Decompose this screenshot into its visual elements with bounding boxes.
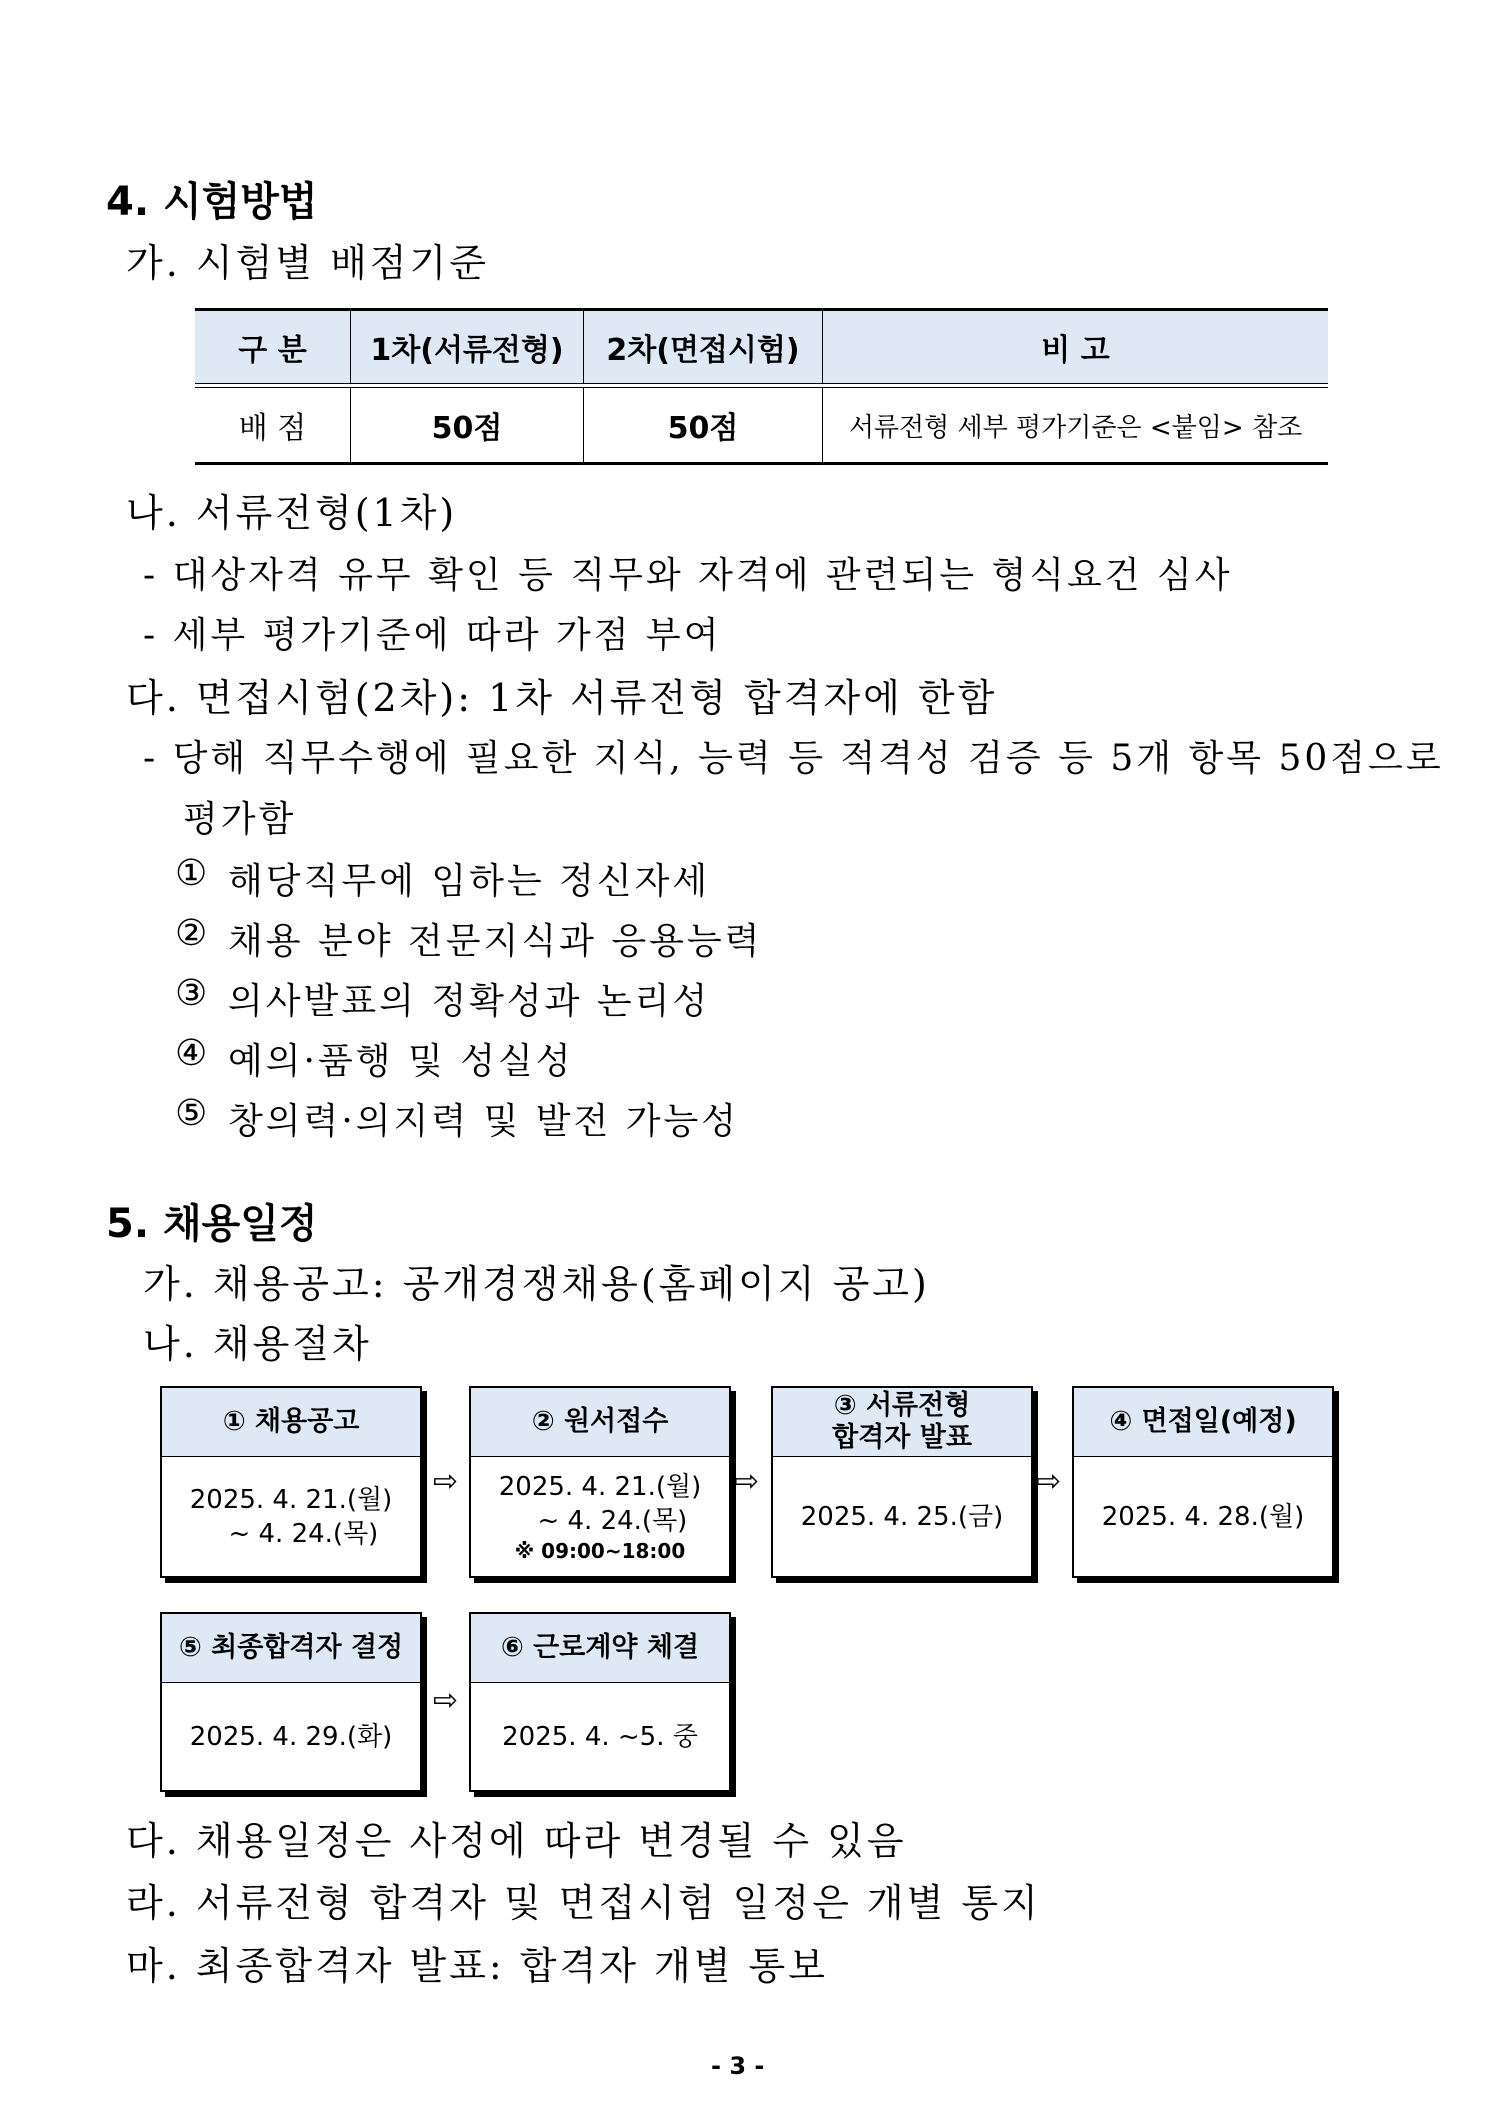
table-header-category: 구 분 [195,310,351,384]
interview-item-line2: 평가함 [183,799,297,840]
table-cell-stage1-score: 50점 [351,388,584,464]
subsection-da-interview: 다. 면접시험(2차): 1차 서류전형 합격자에 한함 [126,676,998,720]
step-note-2: ※ 09:00~18:00 [514,1538,686,1563]
arrow-right-icon: ⇨ [1036,1464,1062,1499]
subsection-ma-final: 마. 최종합격자 발표: 합격자 개별 통보 [126,1944,828,1988]
section-4-heading: 4. 시험방법 [106,179,318,225]
document-item-1: - 대상자격 유무 확인 등 직무와 자격에 관련되는 형식요건 심사 [143,555,1233,596]
step-box-2 [469,1386,731,1578]
criteria-num-2: ② [175,913,208,954]
table-cell-score-label: 배 점 [195,388,351,464]
criteria-num-4: ④ [175,1033,208,1074]
criteria-num-1: ① [175,853,208,894]
step-date-5: 2025. 4. 29.(화) [189,1721,393,1752]
criteria-text-1: 해당직무에 임하는 정신자세 [228,861,711,902]
step-date-4: 2025. 4. 28.(월) [1101,1501,1305,1532]
step-box-1 [160,1386,422,1578]
arrow-right-icon: ⇨ [734,1464,760,1499]
step-box-4 [1072,1386,1334,1578]
subsection-ga-notice: 가. 채용공고: 공개경쟁채용(홈페이지 공고) [143,1262,930,1306]
table-cell-note: 서류전형 세부 평가기준은 <붙임> 참조 [823,388,1329,464]
subsection-ra-notify: 라. 서류전형 합격자 및 면접시험 일정은 개별 통지 [126,1881,1041,1925]
step-title-1: ① 채용공고 [162,1388,420,1457]
step-title-2: ② 원서접수 [471,1388,729,1457]
table-cell-stage2-score: 50점 [584,388,823,464]
step-title-3: ③ 서류전형 합격자 발표 [773,1388,1031,1457]
step-box-3 [771,1386,1033,1578]
subsection-da-change: 다. 채용일정은 사정에 따라 변경될 수 있음 [126,1819,907,1863]
arrow-right-icon: ⇨ [433,1464,459,1499]
table-header-note: 비 고 [823,310,1329,384]
criteria-text-4: 예의·품행 및 성실성 [228,1041,574,1082]
step-title-6: ⑥ 근로계약 체결 [471,1614,729,1683]
subsection-na-document: 나. 서류전형(1차) [126,491,458,535]
criteria-text-2: 채용 분야 전문지식과 응용능력 [228,921,763,962]
criteria-text-3: 의사발표의 정확성과 논리성 [228,981,711,1022]
table-header-stage2: 2차(면접시험) [584,310,823,384]
arrow-right-icon: ⇨ [433,1683,459,1718]
section-5-heading: 5. 채용일정 [106,1201,318,1247]
table-header-stage1: 1차(서류전형) [351,310,584,384]
step-title-5: ⑤ 최종합격자 결정 [162,1614,420,1683]
page-number: - 3 - [711,2052,765,2080]
criteria-num-3: ③ [175,973,208,1014]
step-title-4: ④ 면접일(예정) [1074,1388,1332,1457]
step-box-5 [160,1612,422,1792]
step-date-2: 2025. 4. 21.(월) ~ 4. 24.(목) [498,1471,702,1536]
interview-item-line1: - 당해 직무수행에 필요한 지식, 능력 등 적격성 검증 등 5개 항목 50점으로 [143,738,1444,779]
criteria-num-5: ⑤ [175,1093,208,1134]
criteria-text-5: 창의력·의지력 및 발전 가능성 [228,1101,740,1142]
step-date-3: 2025. 4. 25.(금) [800,1501,1004,1532]
step-box-6 [469,1612,731,1792]
step-date-1: 2025. 4. 21.(월) ~ 4. 24.(목) [189,1484,393,1549]
document-item-2: - 세부 평가기준에 따라 가점 부여 [143,615,722,656]
subsection-ga-score: 가. 시험별 배점기준 [126,241,489,285]
score-table [195,308,1328,465]
subsection-na-procedure: 나. 채용절차 [143,1322,372,1366]
step-body-2 [471,1457,729,1576]
step-date-6: 2025. 4. ~5. 중 [502,1721,698,1752]
